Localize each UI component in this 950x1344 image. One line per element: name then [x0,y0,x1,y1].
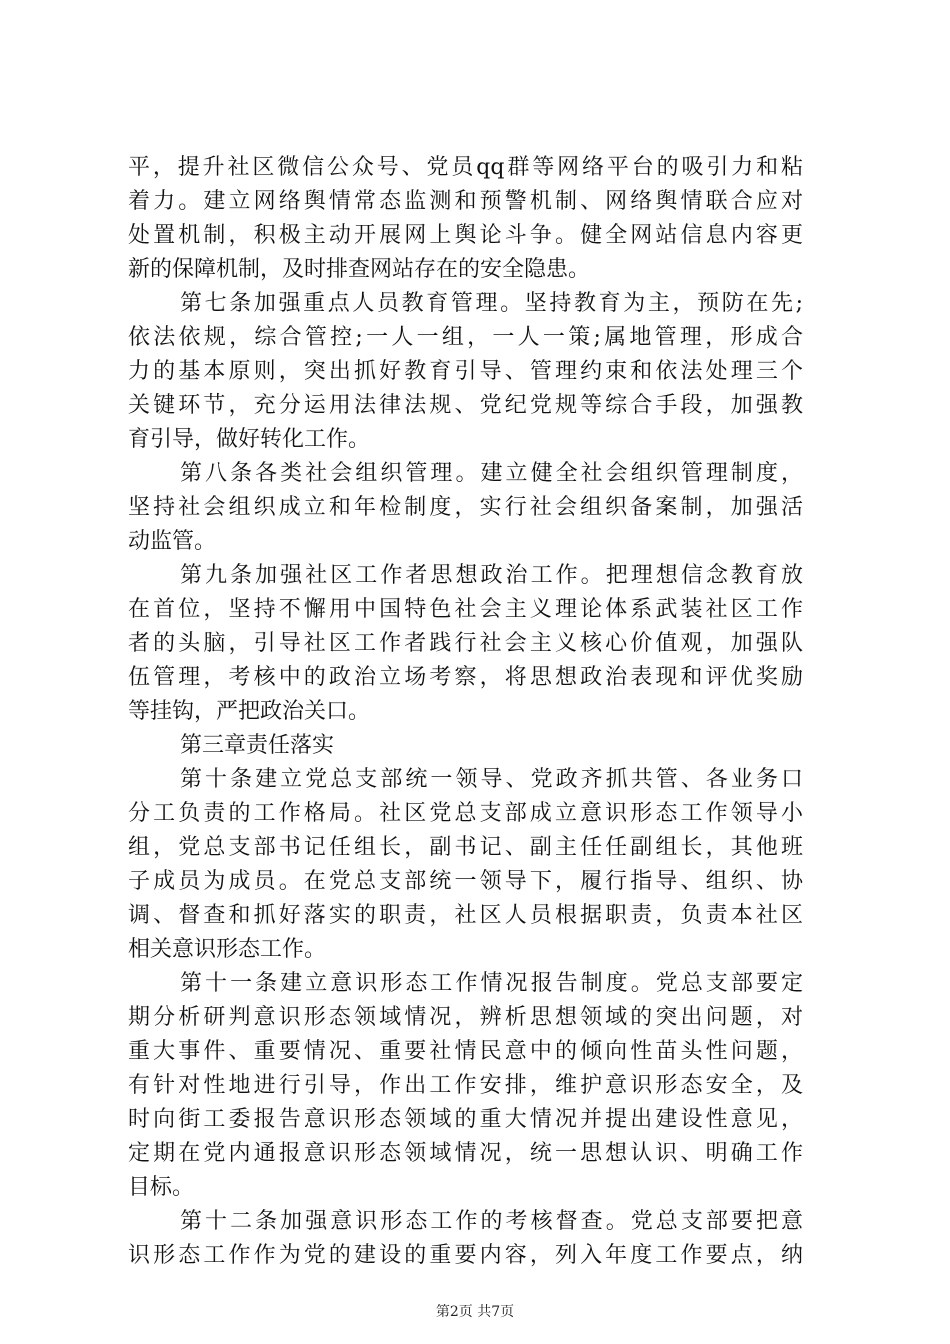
text-line: 定期在党内通报意识形态领域情况，统一思想认识、明确工作 [128,1141,803,1166]
paragraph-start-article-12: 第十二条加强意识形态工作的考核督查。党总支部要把意 [180,1209,803,1234]
chapter-heading: 第三章责任落实 [180,733,335,758]
text-line: 育引导，做好转化工作。 [128,427,371,452]
text-line: 关键环节，充分运用法律法规、党纪党规等综合手段，加强教 [128,393,803,418]
text-line: 识形态工作作为党的建设的重要内容，列入年度工作要点，纳 [128,1243,803,1268]
document-body [128,151,803,1273]
text-line: 期分析研判意识形态领域情况，辨析思想领域的突出问题，对 [128,1005,803,1030]
text-line: 分工负责的工作格局。社区党总支部成立意识形态工作领导小 [128,801,803,826]
paragraph-start-article-11: 第十一条建立意识形态工作情况报告制度。党总支部要定 [180,971,803,996]
text-line: 伍管理，考核中的政治立场考察，将思想政治表现和评优奖励 [128,665,803,690]
page-footer [0,1302,950,1322]
text-line: 平，提升社区微信公众号、党员qq群等网络平台的吸引力和粘 [128,155,803,180]
paragraph-start-article-7: 第七条加强重点人员教育管理。坚持教育为主，预防在先; [180,291,803,316]
text-line: 相关意识形态工作。 [128,937,327,962]
text-line: 新的保障机制，及时排查网站存在的安全隐患。 [128,257,591,282]
text-line: 目标。 [128,1175,195,1200]
paragraph-start-article-10: 第十条建立党总支部统一领导、党政齐抓共管、各业务口 [180,767,803,792]
text-line: 在首位，坚持不懈用中国特色社会主义理论体系武装社区工作 [128,597,803,622]
text-line: 调、督查和抓好落实的职责，社区人员根据职责，负责本社区 [128,903,803,928]
text-line: 子成员为成员。在党总支部统一领导下，履行指导、组织、协 [128,869,803,894]
text-line: 依法依规，综合管控;一人一组，一人一策;属地管理，形成合 [128,325,803,350]
text-line: 处置机制，积极主动开展网上舆论斗争。健全网站信息内容更 [128,223,803,248]
page-number: 第2页 共7页 [435,1304,515,1320]
text-line: 坚持社会组织成立和年检制度，实行社会组织备案制，加强活 [128,495,803,520]
text-line: 组，党总支部书记任组长，副书记、副主任任副组长，其他班 [128,835,803,860]
text-line: 时向街工委报告意识形态领域的重大情况并提出建设性意见， [128,1107,803,1132]
text-line: 动监管。 [128,529,217,554]
text-line: 重大事件、重要情况、重要社情民意中的倾向性苗头性问题， [128,1039,803,1064]
paragraph-start-article-8: 第八条各类社会组织管理。建立健全社会组织管理制度， [180,461,803,486]
text-line: 等挂钩，严把政治关口。 [128,699,371,724]
text-line: 着力。建立网络舆情常态监测和预警机制、网络舆情联合应对 [128,189,803,214]
text-line: 力的基本原则，突出抓好教育引导、管理约束和依法处理三个 [128,359,803,384]
text-line: 有针对性地进行引导，作出工作安排，维护意识形态安全，及 [128,1073,803,1098]
paragraph-start-article-9: 第九条加强社区工作者思想政治工作。把理想信念教育放 [180,563,803,588]
text-line: 者的头脑，引导社区工作者践行社会主义核心价值观，加强队 [128,631,803,656]
